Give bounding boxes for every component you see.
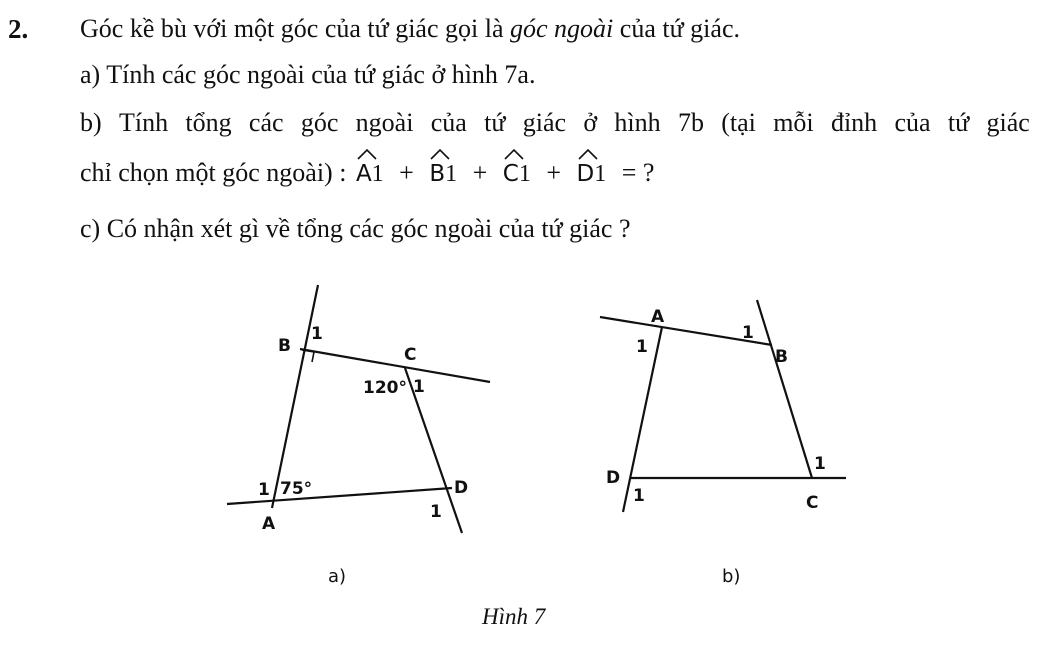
angle-label-a1: 1 xyxy=(258,480,270,500)
line-through-b-c xyxy=(757,300,812,478)
angle-letter: C xyxy=(502,161,519,187)
vertex-label-b: B xyxy=(775,347,788,367)
intro-text-before: Góc kề bù với một góc của tứ giác gọi là xyxy=(80,14,511,43)
figure-a-labels xyxy=(258,324,468,587)
part-b-word: 7b xyxy=(677,108,704,137)
part-b-word: tứ xyxy=(947,108,970,137)
figure-b-labels xyxy=(606,307,826,587)
part-b-word: ngoài xyxy=(355,108,414,137)
angle-label-d1: 1 xyxy=(633,486,645,506)
line-through-a-b xyxy=(272,285,318,508)
angle-subscript: 1 xyxy=(594,161,607,187)
angle-letter: D xyxy=(576,161,595,187)
part-b-word: tứ xyxy=(484,108,506,137)
angle-subscript: 1 xyxy=(518,161,531,187)
part-b-continuation: chỉ chọn một góc ngoài) : xyxy=(80,158,347,187)
vertex-label-a: A xyxy=(262,514,276,534)
angle-letter: B xyxy=(429,161,446,187)
part-c: c) Có nhận xét gì về tổng các góc ngoài của tứ giác ? xyxy=(80,214,631,243)
part-a: a) Tính các góc ngoài của tứ giác ở hình 7a. xyxy=(80,60,536,89)
angle-label-c-120: 120° xyxy=(363,378,407,398)
part-b-word: ở xyxy=(583,108,598,137)
intro-text-after: của tứ giác. xyxy=(613,14,740,43)
vertex-label-c: C xyxy=(404,345,417,365)
figure-b-caption: b) xyxy=(722,566,741,587)
figure-a-caption: a) xyxy=(328,566,347,587)
plus-sign: + xyxy=(399,158,414,187)
part-b-word: của xyxy=(430,108,467,137)
angle-subscript: 1 xyxy=(371,161,384,187)
figure-b xyxy=(600,300,846,512)
part-b-word: góc xyxy=(300,108,339,137)
angle-subscript: 1 xyxy=(445,161,458,187)
angle-label-a1: 1 xyxy=(636,337,648,357)
vertex-label-d: D xyxy=(606,468,621,488)
part-b-word: (tại xyxy=(721,108,756,137)
vertex-label-a: A xyxy=(651,307,665,327)
vertex-label-d: D xyxy=(454,478,469,498)
plus-sign: + xyxy=(546,158,562,187)
part-b-word: b) xyxy=(80,108,102,137)
angle-label-c1: 1 xyxy=(413,377,425,397)
part-b-word: hình xyxy=(614,108,661,137)
part-b-word: các xyxy=(248,108,284,137)
equals-question: = ? xyxy=(621,158,655,187)
part-b-word: đỉnh xyxy=(830,108,878,137)
intro-term: góc ngoài xyxy=(510,14,614,43)
angle-label-a-75: 75° xyxy=(280,479,313,499)
angle-letter: A xyxy=(355,161,372,187)
plus-sign: + xyxy=(472,158,488,187)
vertex-label-b: B xyxy=(278,336,291,356)
angle-label-b1: 1 xyxy=(742,323,754,343)
part-b-word: của xyxy=(894,108,931,137)
vertex-label-c: C xyxy=(806,493,819,513)
figure-caption: Hình 7 xyxy=(482,604,546,629)
angle-label-b1: 1 xyxy=(311,324,323,344)
part-b-word: giác xyxy=(986,108,1030,137)
part-b-word: mỗi xyxy=(773,108,814,137)
part-b-word: Tính xyxy=(118,108,169,137)
problem-number: 2. xyxy=(8,14,29,44)
part-b-word: giác xyxy=(522,108,567,137)
angle-label-c1: 1 xyxy=(814,454,826,474)
angle-label-d1: 1 xyxy=(430,502,442,522)
part-b-word: tổng xyxy=(185,108,232,137)
